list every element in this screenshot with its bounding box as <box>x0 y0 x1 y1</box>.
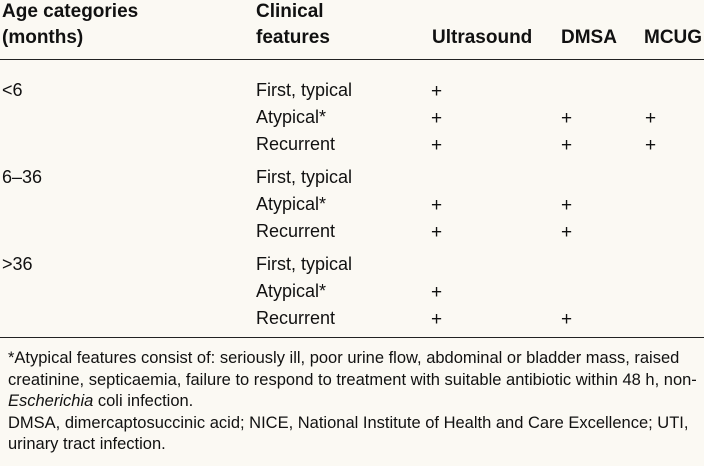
ultrasound-mark: + <box>431 309 443 330</box>
header-clinical-line2: features <box>256 27 330 48</box>
ultrasound-mark: + <box>431 108 443 129</box>
ultrasound-mark: + <box>431 222 443 243</box>
dmsa-mark: + <box>561 195 573 216</box>
header-mcug: MCUG <box>644 27 703 48</box>
ultrasound-mark: + <box>431 135 443 156</box>
age-category: 6–36 <box>2 167 43 187</box>
age-category: <6 <box>2 80 23 100</box>
ultrasound-mark: + <box>431 195 443 216</box>
header-rule <box>0 59 704 60</box>
dmsa-mark: + <box>561 309 573 330</box>
dmsa-mark: + <box>561 135 573 156</box>
header-dmsa: DMSA <box>561 27 617 48</box>
mcug-mark: + <box>645 108 657 129</box>
age-category: >36 <box>2 254 33 274</box>
ultrasound-mark: + <box>431 81 443 102</box>
footnote-atypical-italic: Escherichia <box>8 392 94 410</box>
mcug-mark: + <box>645 135 657 156</box>
clinical-feature: Atypical* <box>256 194 327 214</box>
clinical-feature: First, typical <box>256 80 353 100</box>
header-ultrasound: Ultrasound <box>432 27 533 48</box>
clinical-feature: Recurrent <box>256 308 336 328</box>
clinical-feature: Atypical* <box>256 281 327 301</box>
header-age-line2: (months) <box>2 27 84 48</box>
footnote-atypical-end: coli infection. <box>93 392 194 410</box>
clinical-feature: Atypical* <box>256 107 327 127</box>
footnote-abbreviations: DMSA, dimercaptosuccinic acid; NICE, National Institute of Health and Care Excellence; UTI, urinary tract infection. <box>8 413 689 453</box>
ultrasound-mark: + <box>431 282 443 303</box>
footnote-atypical <box>8 348 698 413</box>
table-header <box>0 0 704 56</box>
header-age-line1: Age categories <box>2 1 139 22</box>
clinical-feature: Recurrent <box>256 221 336 241</box>
table-footnotes <box>8 348 698 456</box>
clinical-feature: First, typical <box>256 167 353 187</box>
clinical-feature: Recurrent <box>256 134 336 154</box>
dmsa-mark: + <box>561 108 573 129</box>
dmsa-mark: + <box>561 222 573 243</box>
clinical-feature: First, typical <box>256 254 353 274</box>
footnote-atypical-text: *Atypical features consist of: seriously ill, poor urine flow, abdominal or bladder mass, raised creatinine, septicaemia, failure to respond to treatment with suitable antibiotic within 48 h, non- <box>8 349 697 389</box>
header-clinical-line1: Clinical <box>256 1 324 22</box>
table-bottom-rule <box>0 337 704 338</box>
